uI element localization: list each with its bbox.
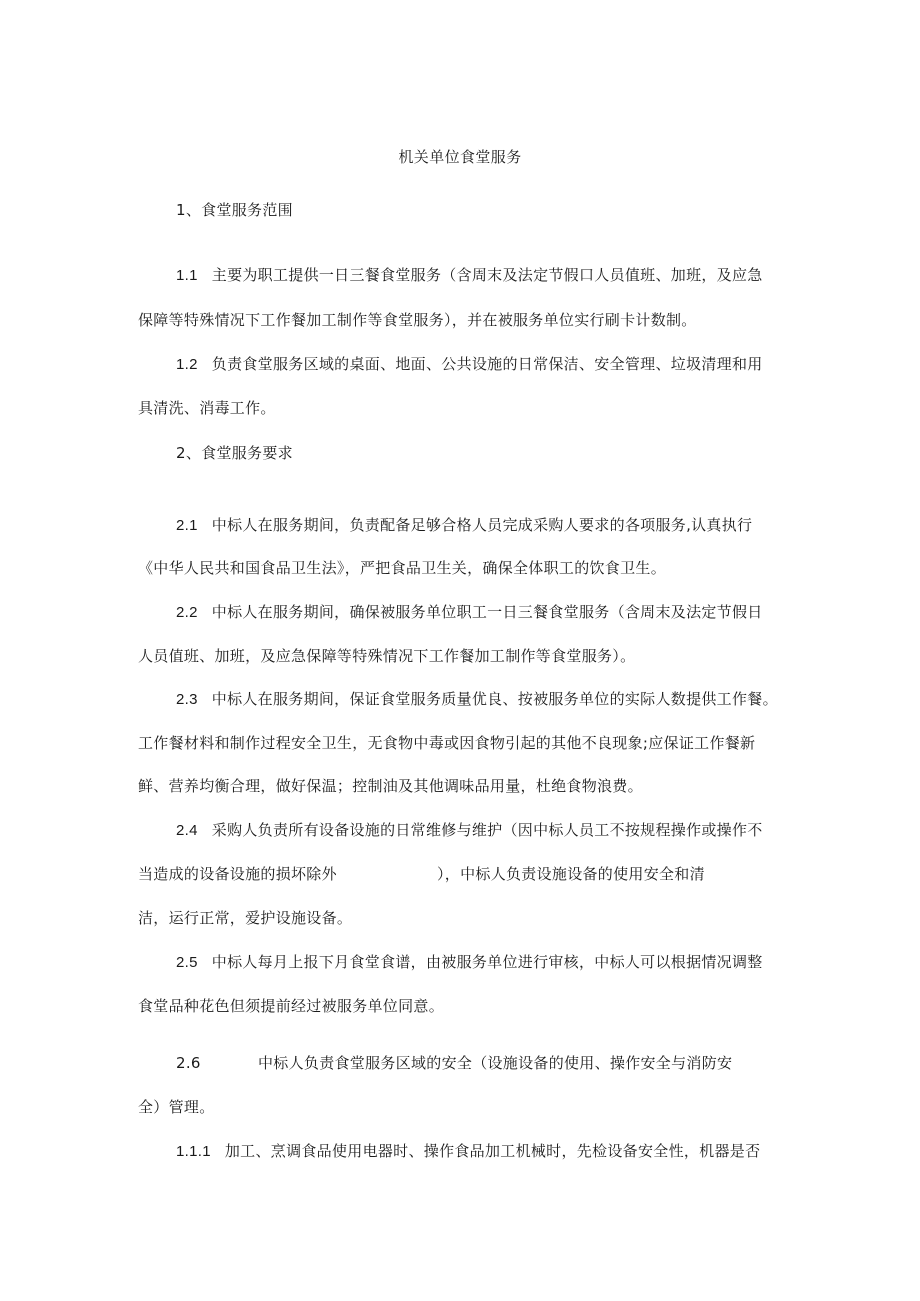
paragraph-1-1-line-2: 保障等特殊情况下工作餐加工制作等食堂服务），并在被服务单位实行刷卡计数制。 — [138, 311, 697, 329]
clause-number: 1.1.1 — [176, 1143, 211, 1160]
section-heading-2: 2、食堂服务要求 — [176, 444, 293, 462]
paragraph-2-3-line-3: 鲜、营养均衡合理，做好保温；控制油及其他调味品用量，杜绝食物浪费。 — [138, 777, 643, 795]
paragraph-1-2-line-2: 具清洗、消毒工作。 — [138, 399, 276, 417]
section-heading-1: 1、食堂服务范围 — [176, 201, 293, 219]
paragraph-text: 中标人在服务期间，保证食堂服务质量优良、按被服务单位的实际人数提供工作餐。 — [211, 690, 778, 708]
clause-number: 2.2 — [176, 604, 198, 621]
page-title: 机关单位食堂服务 — [398, 148, 522, 166]
paragraph-text: 主要为职工提供一日三餐食堂服务（含周末及法定节假口人员值班、加班，及应急 — [211, 266, 763, 284]
paragraph-2-6-line-1: 中标人负责食堂服务区域的安全（设施设备的使用、操作安全与消防安 — [258, 1054, 733, 1072]
paragraph-2-1-line-2: 《中华人民共和国食品卫生法》，严把食品卫生关，确保全体职工的饮食卫生。 — [138, 559, 667, 577]
clause-number: 2.3 — [176, 691, 198, 708]
paragraph-2-5-line-1 — [176, 952, 763, 973]
paragraph-1-1-line-1 — [176, 265, 763, 286]
paragraph-text: 采购人负责所有设备设施的日常维修与维护（因中标人员工不按规程操作或操作不 — [211, 821, 763, 839]
paragraph-text: 中标人在服务期间，负责配备足够合格人员完成采购人要求的各项服务,认真执行 — [211, 516, 753, 534]
clause-number: 1.2 — [176, 356, 198, 373]
paragraph-2-3-line-2: 工作餐材料和制作过程安全卫生，无食物中毒或因食物引起的其他不良现象;应保证工作餐新 — [138, 734, 756, 752]
paragraph-2-4-line-2b: ），中标人负责设施设备的使用安全和清 — [437, 865, 705, 883]
paragraph-2-4-line-2a: 当造成的设备设施的损坏除外 — [138, 865, 337, 883]
paragraph-2-6-clause-number: 2.6 — [176, 1054, 201, 1072]
paragraph-2-2-line-2: 人员值班、加班，及应急保障等特殊情况下工作餐加工制作等食堂服务）。 — [138, 647, 636, 665]
paragraph-2-4-line-3: 洁，运行正常，爱护设施设备。 — [138, 909, 353, 927]
paragraph-text: 中标人在服务期间，确保被服务单位职工一日三餐食堂服务（含周末及法定节假日 — [211, 603, 763, 621]
clause-number: 2.5 — [176, 954, 198, 971]
paragraph-2-5-line-2: 食堂品种花色但须提前经过被服务单位同意。 — [138, 997, 445, 1015]
clause-number: 2.1 — [176, 517, 198, 534]
paragraph-1-1-1-line-1 — [176, 1141, 760, 1162]
paragraph-2-4-line-1 — [176, 820, 763, 841]
paragraph-1-2-line-1 — [176, 354, 763, 375]
paragraph-text: 负责食堂服务区域的桌面、地面、公共设施的日常保洁、安全管理、垃圾清理和用 — [211, 355, 763, 373]
clause-number: 1.1 — [176, 267, 198, 284]
paragraph-2-2-line-1 — [176, 602, 763, 623]
paragraph-2-6-line-2: 全）管理。 — [138, 1098, 215, 1116]
paragraph-2-3-line-1 — [176, 689, 778, 710]
paragraph-text: 中标人每月上报下月食堂食谱，由被服务单位进行审核，中标人可以根据情况调整 — [211, 953, 763, 971]
paragraph-2-1-line-1 — [176, 515, 752, 536]
clause-number: 2.4 — [176, 822, 198, 839]
paragraph-text: 加工、烹调食品使用电器时、操作食品加工机械时，先检设备安全性，机器是否 — [224, 1142, 761, 1160]
